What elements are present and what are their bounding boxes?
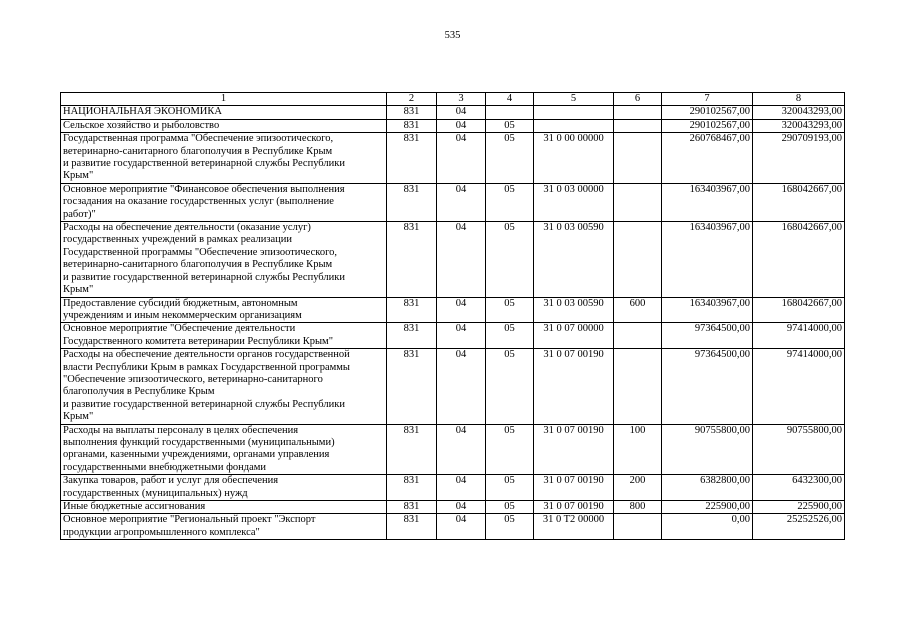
header-cell: 2: [387, 93, 437, 106]
row-section: 04: [437, 222, 486, 297]
row-name: Расходы на обеспечение деятельности органов государственной власти Республики Крым в рамках Государственной программы "Обеспечение эпизоотического, ветеринарно-санитарного благополучия в Республике Крым и развитие государственной ветеринарной службы Республики Крым": [61, 349, 387, 424]
row-ved: 831: [387, 424, 437, 475]
row-name: Расходы на обеспечение деятельности (оказание услуг) государственных учреждений в рамках реализации Государственной программы "Обеспечение эпизоотического, ветеринарно-санитарного благополучия в Республике Крым и развитие государственной ветеринарной службы Республики Крым": [61, 222, 387, 297]
row-subsection: [486, 106, 534, 119]
row-amount-2: 168042667,00: [753, 297, 845, 323]
row-target-code: 31 0 03 00590: [534, 222, 614, 297]
row-amount-2: 320043293,00: [753, 119, 845, 132]
row-section: 04: [437, 297, 486, 323]
row-amount-2: 25252526,00: [753, 514, 845, 540]
row-name: Иные бюджетные ассигнования: [61, 501, 387, 514]
row-amount-1: 260768467,00: [662, 133, 753, 184]
row-name: НАЦИОНАЛЬНАЯ ЭКОНОМИКА: [61, 106, 387, 119]
header-cell: 3: [437, 93, 486, 106]
row-amount-1: 290102567,00: [662, 106, 753, 119]
row-name: Основное мероприятие "Финансовое обеспечения выполнения госзадания на оказание государственных услуг (выполнение работ)": [61, 183, 387, 221]
row-expense-type: 800: [614, 501, 662, 514]
row-subsection: 05: [486, 323, 534, 349]
row-amount-2: 97414000,00: [753, 323, 845, 349]
row-amount-1: 163403967,00: [662, 297, 753, 323]
row-ved: 831: [387, 323, 437, 349]
row-name: Государственная программа "Обеспечение эпизоотического, ветеринарно-санитарного благополучия в Республике Крым и развитие государственной ветеринарной службы Республики Крым": [61, 133, 387, 184]
row-expense-type: [614, 183, 662, 221]
row-section: 04: [437, 323, 486, 349]
row-ved: 831: [387, 297, 437, 323]
row-amount-2: 90755800,00: [753, 424, 845, 475]
row-amount-1: 90755800,00: [662, 424, 753, 475]
row-amount-2: 168042667,00: [753, 183, 845, 221]
row-target-code: [534, 119, 614, 132]
table-row: [61, 133, 845, 184]
row-subsection: 05: [486, 514, 534, 540]
row-ved: 831: [387, 106, 437, 119]
row-target-code: 31 0 07 00190: [534, 424, 614, 475]
row-section: 04: [437, 349, 486, 424]
header-cell: 4: [486, 93, 534, 106]
row-amount-2: 225900,00: [753, 501, 845, 514]
table-row: [61, 297, 845, 323]
row-amount-1: 225900,00: [662, 501, 753, 514]
row-amount-2: 320043293,00: [753, 106, 845, 119]
row-section: 04: [437, 501, 486, 514]
header-cell: 6: [614, 93, 662, 106]
table-header-row: [61, 93, 845, 106]
row-section: 04: [437, 514, 486, 540]
table-row: [61, 323, 845, 349]
table-row: [61, 119, 845, 132]
row-name: Сельское хозяйство и рыболовство: [61, 119, 387, 132]
row-subsection: 05: [486, 183, 534, 221]
row-amount-1: 6382800,00: [662, 475, 753, 501]
row-target-code: 31 0 03 00000: [534, 183, 614, 221]
table-row: [61, 424, 845, 475]
row-target-code: 31 0 07 00190: [534, 475, 614, 501]
row-ved: 831: [387, 133, 437, 184]
row-subsection: 05: [486, 133, 534, 184]
row-name: Основное мероприятие "Региональный проект "Экспорт продукции агропромышленного комплекса": [61, 514, 387, 540]
row-amount-1: 163403967,00: [662, 222, 753, 297]
row-ved: 831: [387, 514, 437, 540]
row-amount-2: 97414000,00: [753, 349, 845, 424]
row-section: 04: [437, 424, 486, 475]
header-cell: 1: [61, 93, 387, 106]
row-amount-1: 163403967,00: [662, 183, 753, 221]
row-ved: 831: [387, 183, 437, 221]
row-subsection: 05: [486, 297, 534, 323]
budget-table: [60, 92, 845, 540]
page-number: 535: [444, 30, 461, 41]
row-ved: 831: [387, 119, 437, 132]
row-amount-1: 97364500,00: [662, 323, 753, 349]
row-target-code: 31 0 07 00190: [534, 349, 614, 424]
row-section: 04: [437, 475, 486, 501]
header-cell: 5: [534, 93, 614, 106]
row-name: Закупка товаров, работ и услуг для обеспечения государственных (муниципальных) нужд: [61, 475, 387, 501]
header-cell: 7: [662, 93, 753, 106]
row-subsection: 05: [486, 222, 534, 297]
table-row: [61, 222, 845, 297]
header-cell: 8: [753, 93, 845, 106]
row-subsection: 05: [486, 501, 534, 514]
row-section: 04: [437, 119, 486, 132]
table-row: [61, 475, 845, 501]
table-row: [61, 349, 845, 424]
table-row: [61, 501, 845, 514]
row-name: Расходы на выплаты персоналу в целях обеспечения выполнения функций государственными (муниципальными) органами, казенными учреждениями, органами управления государственными внебюджетными фондами: [61, 424, 387, 475]
row-name: Основное мероприятие "Обеспечение деятельности Государственного комитета ветеринарии Республики Крым": [61, 323, 387, 349]
row-expense-type: 200: [614, 475, 662, 501]
table-row: [61, 183, 845, 221]
row-amount-1: 290102567,00: [662, 119, 753, 132]
row-target-code: 31 0 03 00590: [534, 297, 614, 323]
row-subsection: 05: [486, 475, 534, 501]
row-amount-2: 290709193,00: [753, 133, 845, 184]
row-subsection: 05: [486, 119, 534, 132]
row-amount-2: 168042667,00: [753, 222, 845, 297]
row-expense-type: [614, 133, 662, 184]
row-ved: 831: [387, 349, 437, 424]
row-expense-type: [614, 349, 662, 424]
table-row: [61, 514, 845, 540]
row-target-code: [534, 106, 614, 119]
row-amount-1: 0,00: [662, 514, 753, 540]
row-expense-type: [614, 514, 662, 540]
row-expense-type: 100: [614, 424, 662, 475]
row-subsection: 05: [486, 424, 534, 475]
row-ved: 831: [387, 501, 437, 514]
row-expense-type: [614, 323, 662, 349]
table-row: [61, 106, 845, 119]
row-section: 04: [437, 133, 486, 184]
row-expense-type: [614, 119, 662, 132]
row-ved: 831: [387, 222, 437, 297]
row-target-code: 31 0 07 00000: [534, 323, 614, 349]
row-expense-type: [614, 106, 662, 119]
row-expense-type: [614, 222, 662, 297]
row-target-code: 31 0 07 00190: [534, 501, 614, 514]
row-name: Предоставление субсидий бюджетным, автономным учреждениям и иным некоммерческим организациям: [61, 297, 387, 323]
row-target-code: 31 0 00 00000: [534, 133, 614, 184]
row-ved: 831: [387, 475, 437, 501]
row-section: 04: [437, 183, 486, 221]
row-amount-1: 97364500,00: [662, 349, 753, 424]
row-expense-type: 600: [614, 297, 662, 323]
row-target-code: 31 0 T2 00000: [534, 514, 614, 540]
row-amount-2: 6432300,00: [753, 475, 845, 501]
row-subsection: 05: [486, 349, 534, 424]
row-section: 04: [437, 106, 486, 119]
